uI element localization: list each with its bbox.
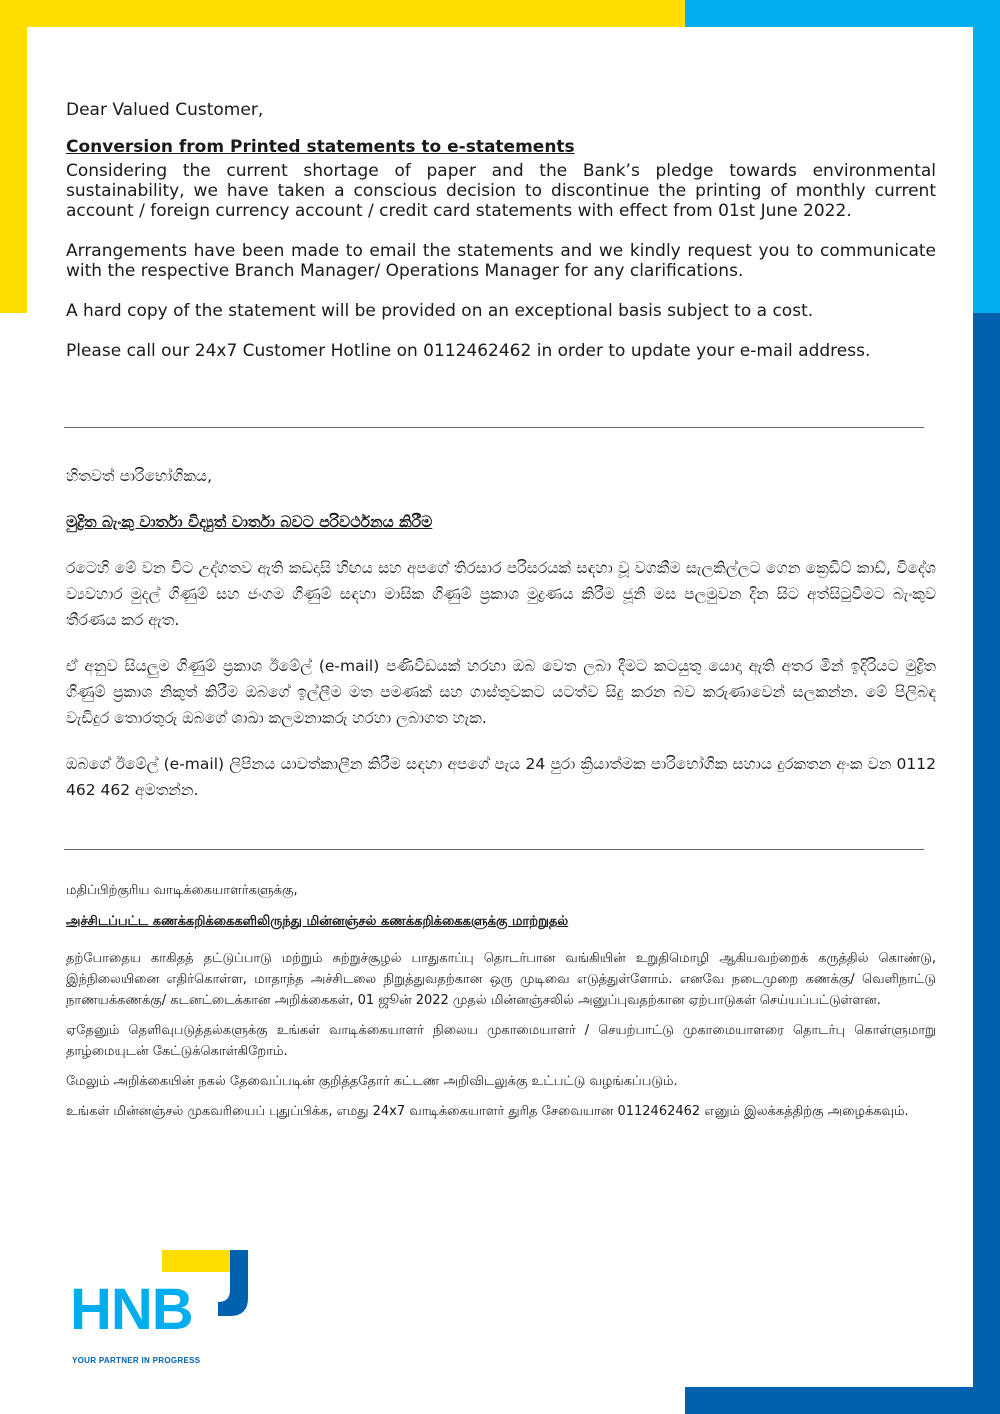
- sinhala-heading: මුද්‍රිත බැංකු වාර්තා විද්‍යුත් වාර්තා බවට පරිවර්ථනය කිරීම: [66, 513, 433, 531]
- sinhala-paragraph: ඔබගේ ඊමේල් (e-mail) ලිපිනය යාවත්කාලීන කිරීම සඳහා අපගේ පැය 24 පුරා ක්‍රියාත්මක පාරිභෝගික සහාය දුරකතන අංක වන 0112 462 462 අමතන්න.: [66, 755, 936, 799]
- sinhala-paragraph: රටෙහි මේ වන විට උද්ගතව ඇති කඩදාසි හිඟය සහ අපගේ තිරසාර පරිසරයක් සඳහා වූ වගකීම සැලකිල්ලට ගෙන ක්‍රෙඩිට් කාඩ්, විදේශ ව්‍යවහාර මුදල් ගිණුම් සහ ජංගම ගිණුම් සඳහා මාසික ගිණුම් ප්‍රකාශ මුද්‍රණය කිරීම ජූනි මස පලමුවන දින සිට අත්සිටුවීමට බැංකුව තීරණය කර ඇත.: [66, 559, 936, 629]
- english-paragraph: Arrangements have been made to email the statements and we kindly request you to communicate with the respective Branch Manager/ Operations Manager for any clarifications.: [66, 241, 936, 281]
- hnb-logo: [70, 1250, 260, 1370]
- logo-wordmark: HNB: [70, 1277, 193, 1342]
- frame-bar-left-yellow: [0, 0, 27, 313]
- tamil-paragraph: உங்கள் மின்னஞ்சல் முகவரியைப் புதுப்பிக்க, எமது 24x7 வாடிக்கையாளர் துரித சேவையான 0112462462 எனும் இலக்கத்திற்கு அழைக்கவும்.: [66, 1104, 909, 1119]
- english-greeting: Dear Valued Customer,: [66, 100, 264, 120]
- frame-bar-right-cyan: [973, 0, 1000, 313]
- tamil-section: [66, 880, 936, 1131]
- english-paragraph: A hard copy of the statement will be provided on an exceptional basis subject to a cost.: [66, 301, 814, 321]
- english-paragraph: Considering the current shortage of paper and the Bank’s pledge towards environmental sustainability, we have taken a conscious decision to discontinue the printing of monthly current account / foreign currency account / credit card statements with effect from 01st June 2022.: [66, 161, 936, 221]
- sinhala-paragraph: ඒ අනුව සියලුම ගිණුම් ප්‍රකාශ ඊමේල් (e-mail) පණිවිඩයක් හරහා ඔබ වෙත ලබා දීමට කටයුතු යොදා ඇති අතර මින් ඉදිරියට මුද්‍රිත ගිණුම් ප්‍රකාශ නිකුත් කිරීම ඔබගේ ඉල්ලීම මත පමණක් සහ ගාස්තුවකට යටත්ව සිදු කරන බව කරුණාවෙන් සලකන්න. මේ පිලිබඳ වැඩිදුර තොරතුරු ඔබගේ ශාඛා කලමනාකරු හරහා ලබාගත හැක.: [66, 657, 936, 727]
- sinhala-greeting: හිතවත් පාරිභෝගිකය,: [66, 467, 212, 485]
- section-divider: [64, 427, 924, 428]
- english-heading: Conversion from Printed statements to e-statements: [66, 137, 575, 157]
- frame-bar-bottom-blue: [685, 1387, 1000, 1414]
- english-paragraph: Please call our 24x7 Customer Hotline on 0112462462 in order to update your e-mail address.: [66, 341, 871, 361]
- frame-bar-top-yellow: [0, 0, 685, 27]
- tamil-paragraph: மேலும் அறிக்கையின் நகல் தேவைப்படின் குறித்ததோர் கட்டண அறிவிடலுக்கு உட்பட்டு வழங்கப்படும்.: [66, 1074, 678, 1089]
- tamil-greeting: மதிப்பிற்குரிய வாடிக்கையாளர்களுக்கு,: [66, 883, 298, 898]
- tamil-paragraph: ஏதேனும் தெளிவுபடுத்தல்களுக்கு உங்கள் வாடிக்கையாளர் நிலைய முகாமையாளர் / செயற்பாட்டு முகாமையாளரை தொடர்பு கொள்ளுமாறு தாழ்மையுடன் கேட்டுக்கொள்கிறோம்.: [66, 1023, 936, 1059]
- tamil-paragraph: தற்போதைய காகிதத் தட்டுப்பாடு மற்றும் சுற்றுச்சூழல் பாதுகாப்பு தொடர்பான வங்கியின் உறுதிமொழி ஆகியவற்றைக் கருத்தில் கொண்டு, இந்நிலையினை எதிர்கொள்ள, மாதாந்த அச்சிடலை நிறுத்துவதற்கான ஒரு முடிவை எடுத்துள்ளோம். எனவே நடைமுறை கணக்கு/ வெளிநாட்டு நாணயக்கணக்கு/ கடனட்டைக்கான அறிக்கைகள், 01 ஜூன் 2022 முதல் மின்னஞ்சலில் அனுப்புவதற்கான ஏற்பாடுகள் செய்யப்பட்டுள்ளன.: [66, 951, 936, 1008]
- logo-tagline: YOUR PARTNER IN PROGRESS: [72, 1356, 201, 1365]
- english-section: [66, 100, 936, 381]
- sinhala-section: [66, 463, 936, 823]
- frame-bar-top-cyan: [685, 0, 1000, 27]
- frame-bar-right-blue: [973, 313, 1000, 1414]
- tamil-heading: அச்சிடப்பட்ட கணக்கறிக்கைகளிலிருந்து மின்னஞ்சல் கணக்கறிக்கைகளுக்கு மாற்றுதல்: [66, 914, 569, 929]
- section-divider: [64, 849, 924, 850]
